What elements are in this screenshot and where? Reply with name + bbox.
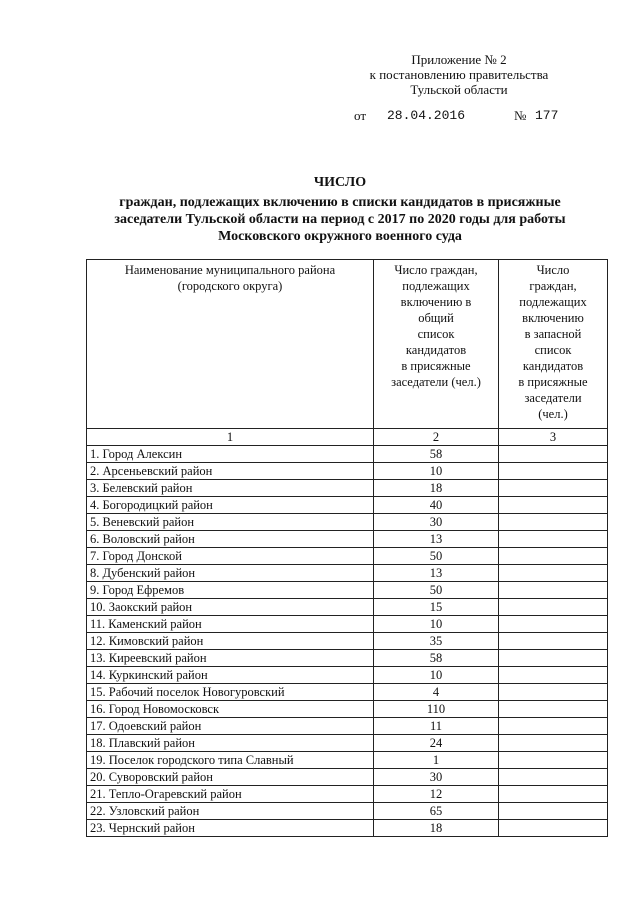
general-count-cell: 18 (374, 480, 499, 497)
header-text: в запасной (524, 327, 582, 341)
municipality-cell: 1. Город Алексин (87, 446, 374, 463)
header-text: список (417, 327, 455, 341)
reserve-count-cell (499, 803, 608, 820)
header-text: Число граждан, (394, 263, 478, 277)
header-text: подлежащих (402, 279, 470, 293)
column-number-row (87, 429, 608, 446)
table-row (87, 633, 608, 650)
municipality-cell: 13. Киреевский район (87, 650, 374, 667)
reserve-count-cell (499, 633, 608, 650)
reserve-count-cell (499, 718, 608, 735)
municipality-cell: 2. Арсеньевский район (87, 463, 374, 480)
reserve-count-cell (499, 820, 608, 837)
reserve-count-cell (499, 531, 608, 548)
general-count-cell: 11 (374, 718, 499, 735)
appendix-line-3: Тульской области (410, 82, 508, 97)
reserve-count-cell (499, 514, 608, 531)
general-count-cell: 110 (374, 701, 499, 718)
municipality-cell: 10. Заокский район (87, 599, 374, 616)
general-count-cell: 30 (374, 514, 499, 531)
reserve-count-cell (499, 701, 608, 718)
table-row (87, 769, 608, 786)
general-count-cell: 24 (374, 735, 499, 752)
table-row (87, 582, 608, 599)
order-from-label: от (354, 108, 367, 123)
table-body (87, 446, 608, 837)
municipality-cell: 22. Узловский район (87, 803, 374, 820)
header-municipality (87, 260, 374, 429)
general-count-cell: 10 (374, 667, 499, 684)
municipality-cell: 5. Веневский район (87, 514, 374, 531)
municipality-cell: 23. Чернский район (87, 820, 374, 837)
reserve-count-cell (499, 565, 608, 582)
header-general-list (374, 260, 499, 429)
order-date: 28.04.2016 (387, 108, 466, 123)
table-row (87, 616, 608, 633)
reserve-count-cell (499, 684, 608, 701)
header-text: (городского округа) (177, 279, 283, 293)
header-text: включению в (400, 295, 472, 309)
table-row (87, 684, 608, 701)
municipality-cell: 18. Плавский район (87, 735, 374, 752)
table-row (87, 803, 608, 820)
general-count-cell: 58 (374, 446, 499, 463)
header-text: общий (418, 311, 454, 325)
reserve-count-cell (499, 735, 608, 752)
header-text: список (534, 343, 572, 357)
municipality-cell: 4. Богородицкий район (87, 497, 374, 514)
header-text: Число (536, 263, 570, 277)
title-line-1: ЧИСЛО (313, 175, 367, 190)
table-row (87, 514, 608, 531)
header-text: (чел.) (538, 407, 568, 421)
municipality-cell: 7. Город Донской (87, 548, 374, 565)
table-row (87, 667, 608, 684)
table-row (87, 752, 608, 769)
general-count-cell: 40 (374, 497, 499, 514)
column-number: 2 (374, 429, 499, 446)
general-count-cell: 15 (374, 599, 499, 616)
header-text: кандидатов (405, 343, 467, 357)
municipality-cell: 12. Кимовский район (87, 633, 374, 650)
general-count-cell: 30 (374, 769, 499, 786)
title-line-3: заседатели Тульской области на период с 2017 по 2020 годы для работы (114, 212, 566, 227)
table-row (87, 446, 608, 463)
header-text: подлежащих (519, 295, 587, 309)
quota-table (86, 259, 608, 837)
table-row (87, 565, 608, 582)
column-number: 3 (499, 429, 608, 446)
appendix-block (330, 52, 588, 97)
header-reserve-list (499, 260, 608, 429)
appendix-line-1: Приложение № 2 (411, 52, 507, 67)
reserve-count-cell (499, 548, 608, 565)
reserve-count-cell (499, 582, 608, 599)
municipality-cell: 17. Одоевский район (87, 718, 374, 735)
general-count-cell: 35 (374, 633, 499, 650)
municipality-cell: 3. Белевский район (87, 480, 374, 497)
general-count-cell: 1 (374, 752, 499, 769)
table-header-row (87, 260, 608, 429)
reserve-count-cell (499, 446, 608, 463)
reserve-count-cell (499, 616, 608, 633)
header-text: в присяжные (518, 375, 588, 389)
general-count-cell: 10 (374, 616, 499, 633)
reserve-count-cell (499, 667, 608, 684)
municipality-cell: 8. Дубенский район (87, 565, 374, 582)
table-row (87, 599, 608, 616)
table-row (87, 463, 608, 480)
general-count-cell: 18 (374, 820, 499, 837)
general-count-cell: 58 (374, 650, 499, 667)
header-text: заседатели (524, 391, 582, 405)
table-row (87, 718, 608, 735)
order-number: 177 (535, 108, 559, 123)
table-row (87, 735, 608, 752)
header-text: включению (522, 311, 584, 325)
general-count-cell: 50 (374, 548, 499, 565)
general-count-cell: 13 (374, 565, 499, 582)
reserve-count-cell (499, 786, 608, 803)
table-row (87, 497, 608, 514)
order-number-label: № (514, 108, 527, 123)
order-line (354, 108, 584, 126)
table-row (87, 701, 608, 718)
general-count-cell: 13 (374, 531, 499, 548)
municipality-cell: 6. Воловский район (87, 531, 374, 548)
title-line-4: Московского окружного военного суда (218, 229, 462, 244)
table-row (87, 548, 608, 565)
reserve-count-cell (499, 463, 608, 480)
table-row (87, 650, 608, 667)
municipality-cell: 14. Куркинский район (87, 667, 374, 684)
general-count-cell: 65 (374, 803, 499, 820)
municipality-cell: 20. Суворовский район (87, 769, 374, 786)
general-count-cell: 50 (374, 582, 499, 599)
table-row (87, 531, 608, 548)
header-text: граждан, (529, 279, 577, 293)
general-count-cell: 4 (374, 684, 499, 701)
document-title (60, 174, 620, 245)
general-count-cell: 10 (374, 463, 499, 480)
table-row (87, 480, 608, 497)
table-row (87, 786, 608, 803)
municipality-cell: 19. Поселок городского типа Славный (87, 752, 374, 769)
municipality-cell: 16. Город Новомосковск (87, 701, 374, 718)
general-count-cell: 12 (374, 786, 499, 803)
appendix-line-2: к постановлению правительства (369, 67, 549, 82)
reserve-count-cell (499, 769, 608, 786)
reserve-count-cell (499, 480, 608, 497)
header-text: Наименование муниципального района (124, 263, 336, 277)
table-row (87, 820, 608, 837)
municipality-cell: 11. Каменский район (87, 616, 374, 633)
header-text: заседатели (чел.) (391, 375, 481, 389)
reserve-count-cell (499, 599, 608, 616)
header-text: кандидатов (522, 359, 584, 373)
reserve-count-cell (499, 497, 608, 514)
column-number: 1 (87, 429, 374, 446)
municipality-cell: 9. Город Ефремов (87, 582, 374, 599)
reserve-count-cell (499, 752, 608, 769)
title-line-2: граждан, подлежащих включению в списки кандидатов в присяжные (119, 195, 561, 210)
municipality-cell: 15. Рабочий поселок Новогуровский (87, 684, 374, 701)
header-text: в присяжные (401, 359, 471, 373)
reserve-count-cell (499, 650, 608, 667)
municipality-cell: 21. Тепло-Огаревский район (87, 786, 374, 803)
